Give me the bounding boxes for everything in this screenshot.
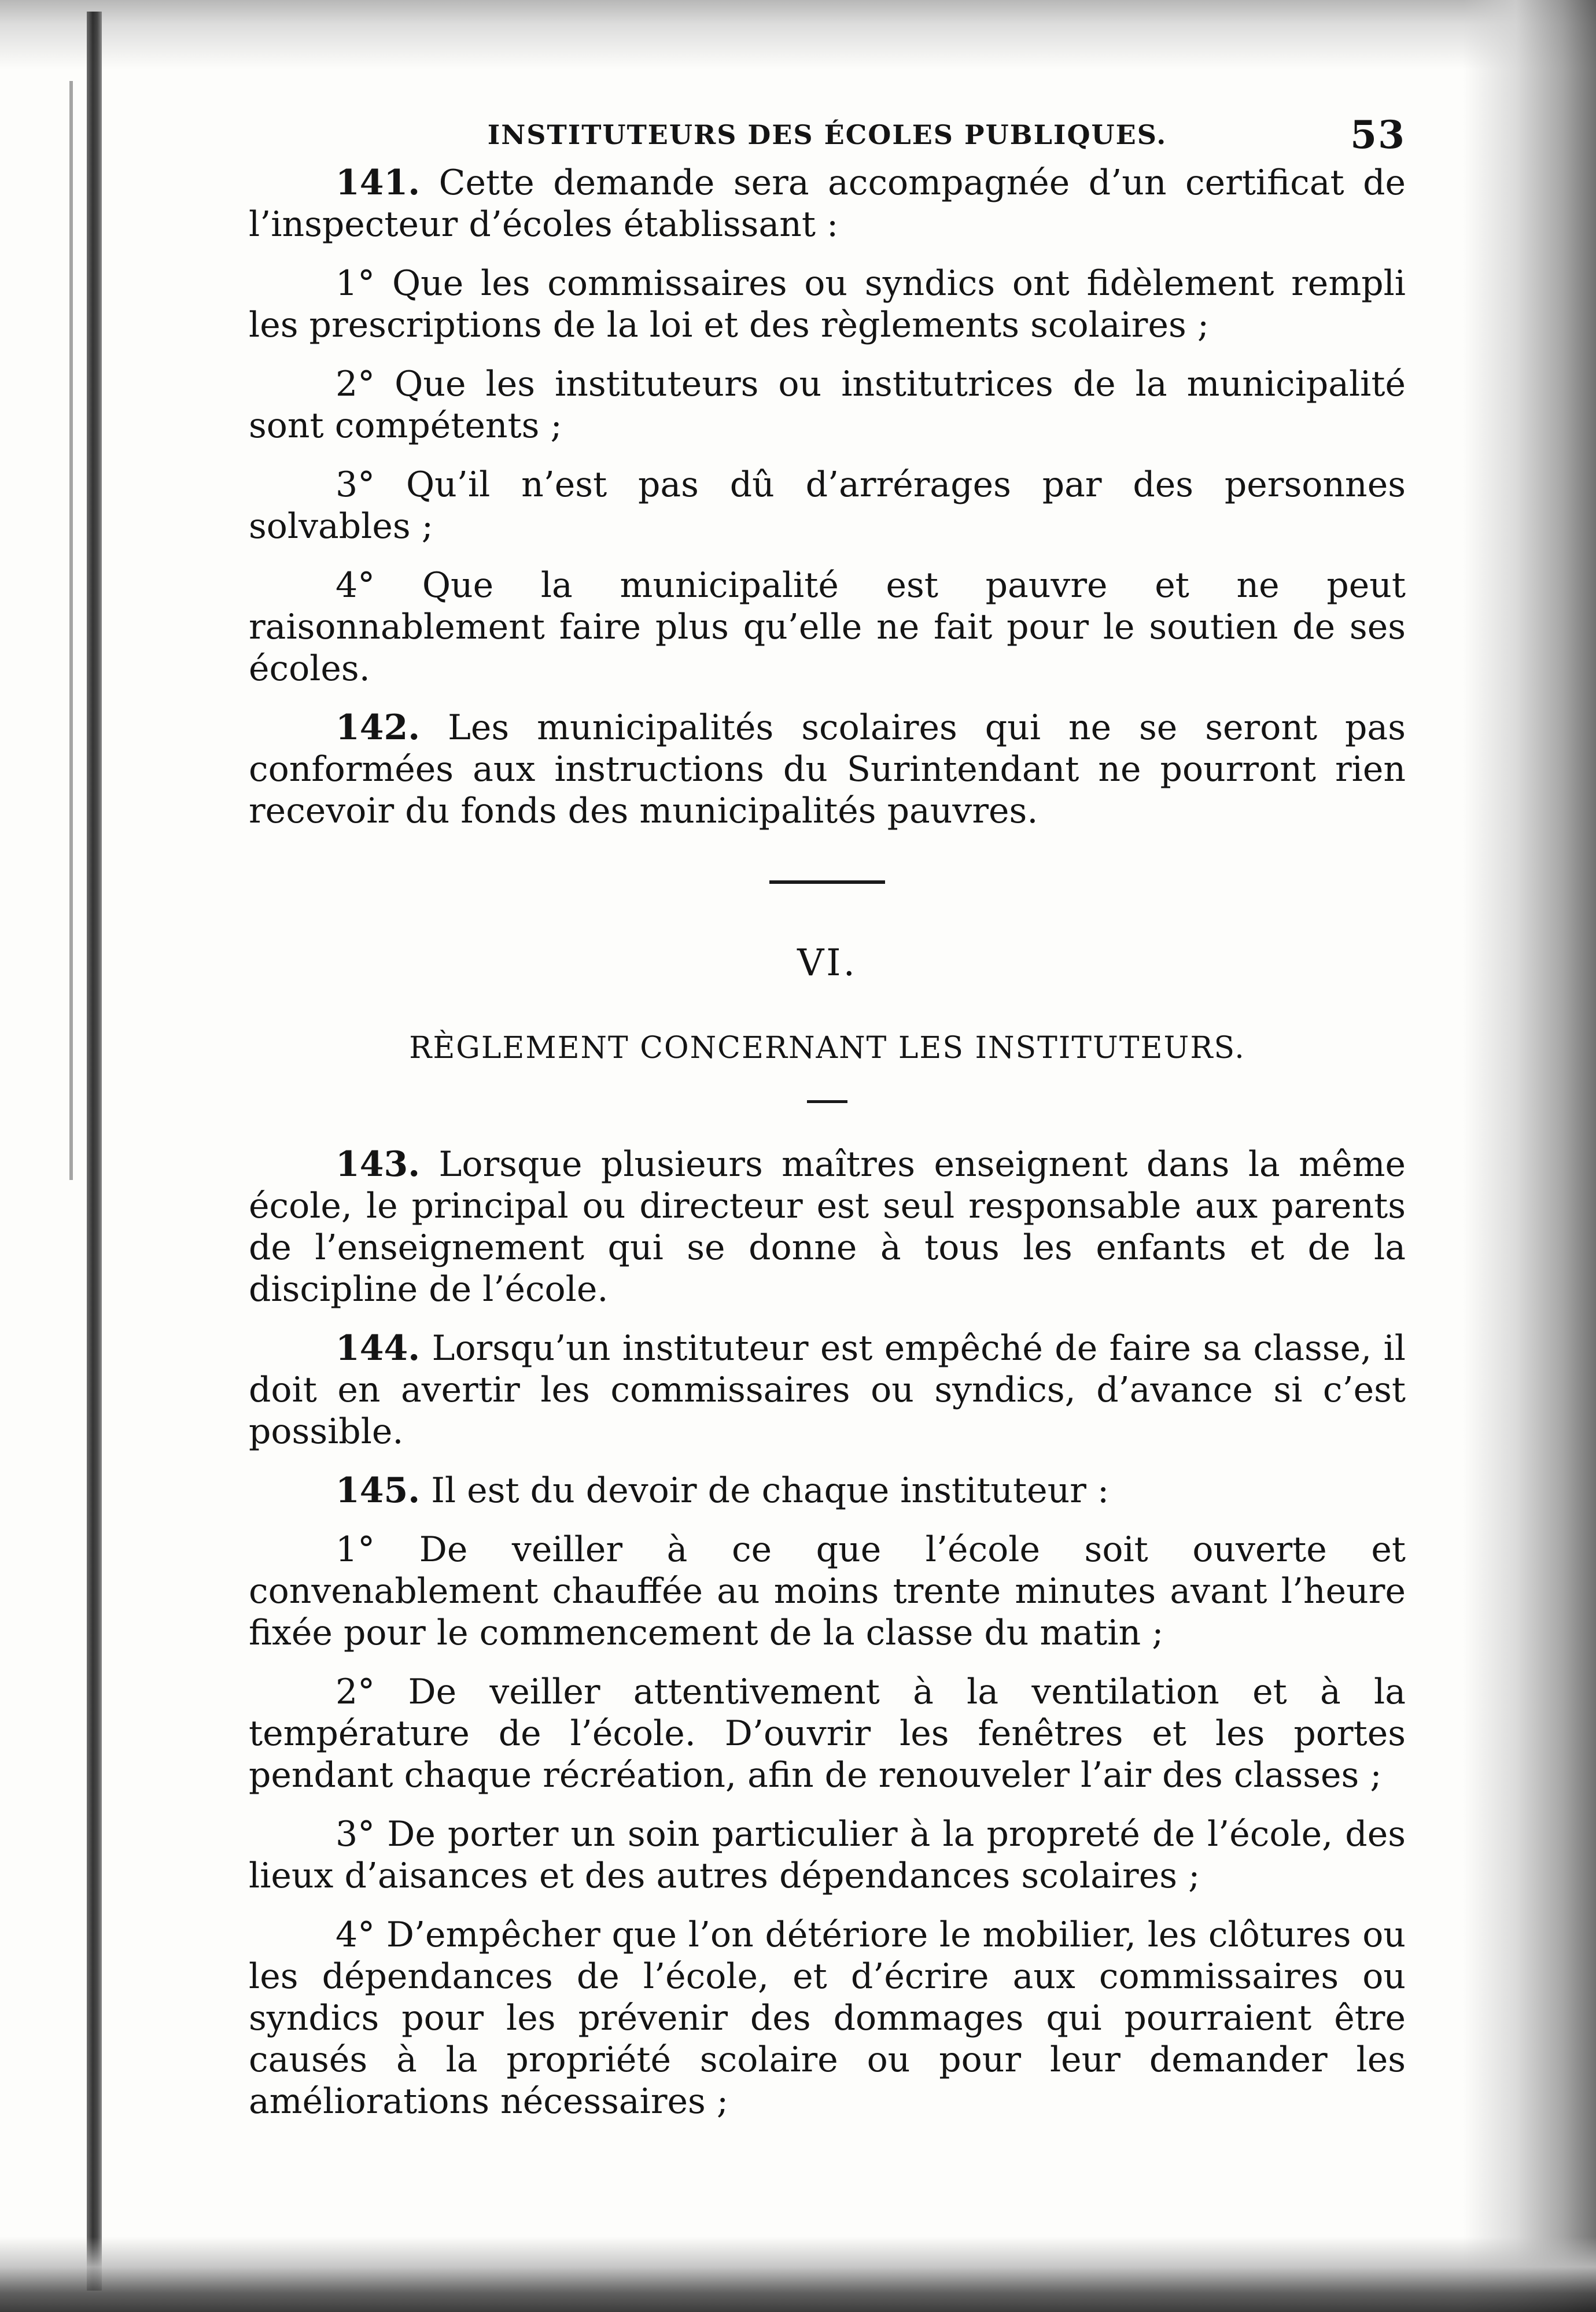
article-text: Lorsqu’un instituteur est empêché de faire sa classe, il doit en avertir les commissaires ou syndics, d’avance si c’est possible. (249, 1328, 1406, 1452)
list-item: 3° Qu’il n’est pas dû d’arrérages par des personnes solvables ; (249, 464, 1406, 547)
scan-binding-line (69, 81, 73, 1180)
scan-shadow-top (0, 0, 1596, 69)
article-number: 144. (336, 1328, 421, 1369)
list-item: 4° D’empêcher que l’on détériore le mobilier, les clôtures ou les dépendances de l’école, et d’écrire aux commissaires ou syndics pour les prévenir des dommages qui pourraient être causés à la propriété scolaire ou pour leur demander les améliorations nécessaires ; (249, 1915, 1406, 2122)
article-text: Lorsque plusieurs maîtres enseignent dans la même école, le principal ou directeur est seul responsable aux parents de l’enseignement qui se donne à tous les enfants et de la discipline de l’école. (249, 1144, 1406, 1310)
list-item: 4° Que la municipalité est pauvre et ne peut raisonnablement faire plus qu’elle ne fait pour le soutien de ses écoles. (249, 565, 1406, 689)
article-text: Il est du devoir de chaque instituteur : (431, 1470, 1110, 1511)
article-142 (249, 707, 1406, 832)
article-number: 142. (336, 707, 421, 748)
article-number: 143. (336, 1144, 421, 1185)
article-145 (249, 1470, 1406, 1511)
article-number: 141. (336, 163, 421, 203)
section-numeral: VI. (797, 942, 857, 984)
page-number: 53 (1350, 112, 1406, 157)
running-title: INSTITUTEURS DES ÉCOLES PUBLIQUES. (487, 119, 1167, 150)
section-divider (769, 880, 885, 884)
list-item: 1° Que les commissaires ou syndics ont fidèlement rempli les prescriptions de la loi et des règlements scolaires ; (249, 263, 1406, 345)
article-number: 145. (336, 1470, 421, 1511)
article-text: Les municipalités scolaires qui ne se seront pas conformées aux instructions du Surintendant ne pourront rien recevoir du fonds des municipalités pauvres. (249, 707, 1406, 831)
list-item: 2° De veiller attentivement à la ventilation et à la température de l’école. D’ouvrir les fenêtres et les portes pendant chaque récréation, afin de renouveler l’air des classes ; (249, 1672, 1406, 1795)
title-divider (807, 1100, 847, 1103)
list-item: 3° De porter un soin particulier à la propreté de l’école, des lieux d’aisances et des autres dépendances scolaires ; (249, 1814, 1406, 1896)
running-header (249, 110, 1406, 162)
article-143 (249, 1144, 1406, 1310)
page-text (249, 110, 1406, 2140)
list-item: 1° De veiller à ce que l’école soit ouverte et convenablement chauffée au moins trente minutes avant l’heure fixée pour le commencement de la classe du matin ; (249, 1529, 1406, 1653)
scan-binding-edge (87, 12, 102, 2291)
section-title: RÈGLEMENT CONCERNANT LES INSTITUTEURS. (409, 1031, 1245, 1065)
list-item: 2° Que les instituteurs ou institutrices de la municipalité sont compétents ; (249, 364, 1406, 446)
article-144 (249, 1328, 1406, 1452)
article-text: Cette demande sera accompagnée d’un certificat de l’inspecteur d’écoles établissant : (249, 163, 1406, 245)
article-141 (249, 162, 1406, 245)
scan-shadow-right (1463, 0, 1596, 2312)
scan-shadow-bottom (0, 2237, 1596, 2312)
